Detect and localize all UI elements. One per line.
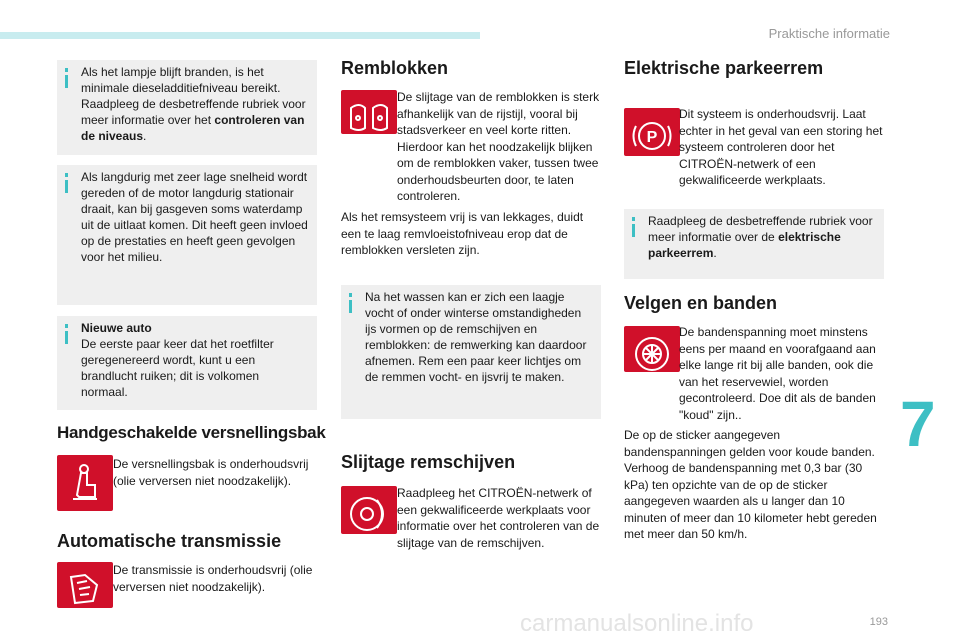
- heading-brake-pads: Remblokken: [341, 58, 449, 78]
- brake-disc-icon: [341, 486, 397, 534]
- info-text: Als langdurig met zeer lage snelheid wordt gereden of de motor langdurig stationair draait, kan bij gasgeven soms waterdamp uit de uitlaat komen. Dit heeft geen invloed op de prestaties en heeft geen gevolgen voor het milieu.: [81, 170, 308, 264]
- info-box-new-car: [57, 316, 317, 410]
- info-text: Na het wassen kan er zich een laagje vocht of onder winterse omstandigheden ijs vormen op de remschijven en remblokken: de remwerking kan daardoor afnemen. Rem een paar keer lichtjes om de remmen vocht- en ijsvrij te maken.: [365, 290, 587, 384]
- manual-gearbox-icon: [57, 455, 113, 511]
- info-bold: elektrische parkeerrem: [648, 230, 841, 260]
- info-title: Nieuwe auto: [81, 321, 152, 335]
- info-end: .: [713, 246, 717, 260]
- manual-gearbox-text: De versnellingsbak is onderhoudsvrij (olie verversen niet noodzakelijk).: [113, 457, 309, 488]
- wheel-tyre-icon: [624, 326, 680, 372]
- svg-text:P: P: [646, 129, 658, 146]
- heading-electric-parking-brake: Elektrische parkeerrem: [624, 58, 824, 78]
- info-bold: controleren van de niveaus: [81, 113, 305, 143]
- wheels-text-2: De op de sticker aangegeven bandenspanningen gelden voor koude banden. Verhoog de bandenspanning met 0,3 bar (30 kPa) ten opzichte van de op de sticker aangegeven waarden als u langer dan 10 minuten of meer dan 10 kilometer hebt gereden met meer dan 50 km/h.: [624, 428, 877, 541]
- brake-disc-text: Raadpleeg het CITROËN-netwerk of een gekwalificeerde werkplaats voor informatie over het controleren van de slijtage van de remschijven.: [397, 486, 600, 550]
- watermark: carmanualsonline.info: [520, 610, 754, 637]
- brake-pads-text: De slijtage van de remblokken is sterk afhankelijk van de rijstijl, vooral bij stadsverkeer en veel korte ritten. Hierdoor kan het noodzakelijk blijken om de remblokken vaker, tussen twee onderhoudsbeurten door, te laten controleren.: [397, 90, 600, 203]
- automatic-transmission-text: De transmissie is onderhoudsvrij (olie verversen niet noodzakelijk).: [113, 563, 313, 594]
- info-box-wet-brakes: [341, 285, 601, 419]
- heading-wheels-tyres: Velgen en banden: [624, 293, 778, 313]
- info-text: De eerste paar keer dat het roetfilter geregenereerd wordt, kunt u een brandlucht ruiken; dit is volkomen normaal.: [81, 337, 274, 399]
- info-text: Als het lampje blijft branden, is het minimale dieseladditiefniveau bereikt. Raadpleeg de desbetreffende rubriek voor meer informatie over het: [81, 65, 306, 127]
- header-accent-bar: [0, 32, 480, 39]
- heading-automatic-transmission: Automatische transmissie: [57, 531, 282, 551]
- chapter-number: 7: [900, 388, 936, 460]
- section-title: Praktische informatie: [768, 26, 890, 41]
- heading-manual-gearbox: Handgeschakelde versnellingsbak: [57, 423, 326, 442]
- automatic-gearbox-icon: [57, 562, 113, 608]
- brake-pads-icon: [341, 90, 397, 134]
- parking-brake-text: Dit systeem is onderhoudsvrij. Laat echter in het geval van een storing het systeem controleren door het CITROËN-netwerk of een gekwalificeerde werkplaats.: [679, 107, 883, 187]
- page-number: 193: [869, 616, 888, 628]
- info-box-water-vapour: [57, 165, 317, 305]
- heading-brake-disc-wear: Slijtage remschijven: [341, 452, 516, 472]
- info-box-parking-brake: [624, 209, 884, 279]
- info-box-diesel-additive: [57, 60, 317, 155]
- wheels-text: De bandenspanning moet minstens eens per maand en voorafgaand aan elke lange rit bij alle banden, ook die van het reservewiel, worden gecontroleerd. Doe dit als de banden "koud" zijn..: [679, 325, 876, 422]
- info-end: .: [143, 129, 147, 143]
- info-text: Raadpleeg de desbetreffende rubriek voor meer informatie over de: [648, 214, 873, 244]
- parking-brake-icon: [624, 108, 680, 156]
- brake-pads-text-2: Als het remsysteem vrij is van lekkages, duidt een te laag remvloeistofniveau erop dat de remblokken versleten zijn.: [341, 210, 584, 257]
